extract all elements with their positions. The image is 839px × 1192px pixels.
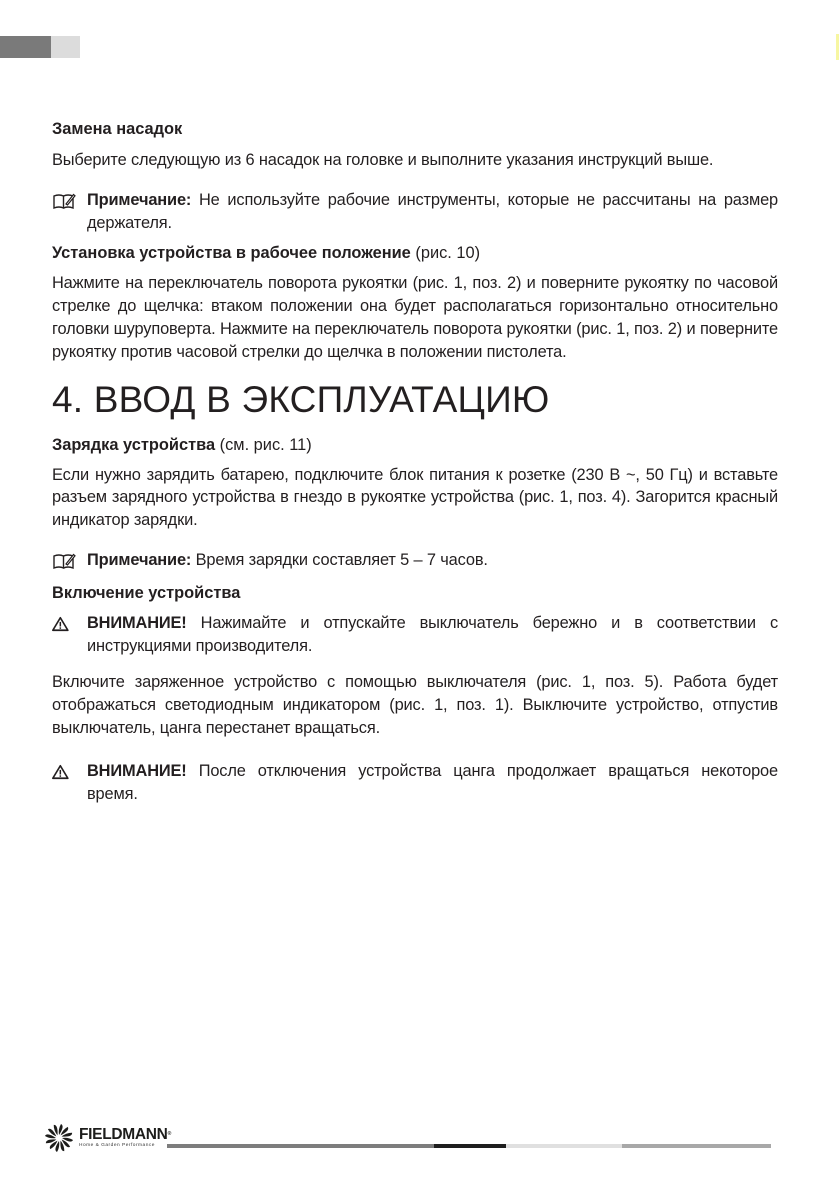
page-content [52, 118, 778, 805]
brand-name: FIELDMANN® [79, 1126, 171, 1143]
warning-collet-rotation [52, 760, 778, 806]
footer-bar-segment-2 [434, 1144, 506, 1148]
note-text: Не используйте рабочие инструменты, которые не рассчитаны на размер держателя. [87, 190, 778, 232]
header-tab-light [51, 36, 80, 58]
warning-switch-carefully [52, 612, 778, 658]
note-charging-time [52, 549, 778, 572]
charging-body: Если нужно зарядить батарею, подключите блок питания к розетке (230 В ~, 50 Гц) и вставьте разъем зарядного устройства в гнездо в рукоятке устройства (рис. 1, поз. 4). Загорится красный индикатор зарядки. [52, 465, 778, 530]
fieldmann-flower-icon [44, 1123, 74, 1153]
chapter-title: 4. ВВОД В ЭКСПЛУАТАЦИЮ [52, 378, 550, 420]
warning-text: После отключения устройства цанга продолжает вращаться некоторое время. [87, 761, 778, 803]
working-position-body: Нажмите на переключатель поворота рукоятки (рис. 1, поз. 2) и поверните рукоятку по часовой стрелке до щелчка: втаком положении она будет располагаться горизонтально относительно головки шуруповерта. Нажмите на переключатель поворота рукоятки (рис. 1, поз. 2) и поверните рукоятку против часовой стрелки до щелчка в положении пистолета. [52, 274, 778, 361]
book-pencil-icon [52, 552, 76, 570]
brand-logo [44, 1120, 171, 1156]
warning-label: ВНИМАНИЕ! [87, 761, 187, 780]
footer-bar-segment-4 [622, 1144, 771, 1148]
figure-reference: (рис. 10) [410, 244, 481, 263]
replace-bits-body: Выберите следующую из 6 насадок на головке и выполните указания инструкций выше. [52, 151, 714, 169]
book-pencil-icon [52, 192, 76, 210]
footer-bar-segment-3 [506, 1144, 622, 1148]
note-text: Время зарядки составляет 5 – 7 часов. [191, 550, 488, 569]
note-label: Примечание: [87, 550, 192, 569]
footer-bar-segment-1 [167, 1144, 434, 1148]
switch-on-body: Включите заряженное устройство с помощью выключателя (рис. 1, поз. 5). Работа будет отображаться светодиодным индикатором (рис. 1, поз. 1). Выключите устройство, отпустив выключатель, цанга перестанет вращаться. [52, 673, 778, 737]
working-position-heading: Установка устройства в рабочее положение (рис. 10) [52, 244, 481, 263]
brand-tagline: Home & Garden Performance [79, 1143, 155, 1148]
warning-triangle-icon [52, 615, 72, 633]
header-tab-dark [0, 36, 51, 58]
warning-text: Нажимайте и отпускайте выключатель бережно и в соответствии с инструкциями производителя. [87, 613, 778, 655]
charging-heading: Зарядка устройства (см. рис. 11) [52, 435, 312, 454]
switching-on-heading: Включение устройства [52, 583, 241, 602]
note-label: Примечание: [87, 190, 192, 209]
note-holder-size [52, 189, 778, 235]
replace-bits-heading: Замена насадок [52, 120, 183, 138]
warning-label: ВНИМАНИЕ! [87, 613, 187, 632]
figure-reference: (см. рис. 11) [215, 435, 312, 454]
warning-triangle-icon [52, 763, 72, 781]
